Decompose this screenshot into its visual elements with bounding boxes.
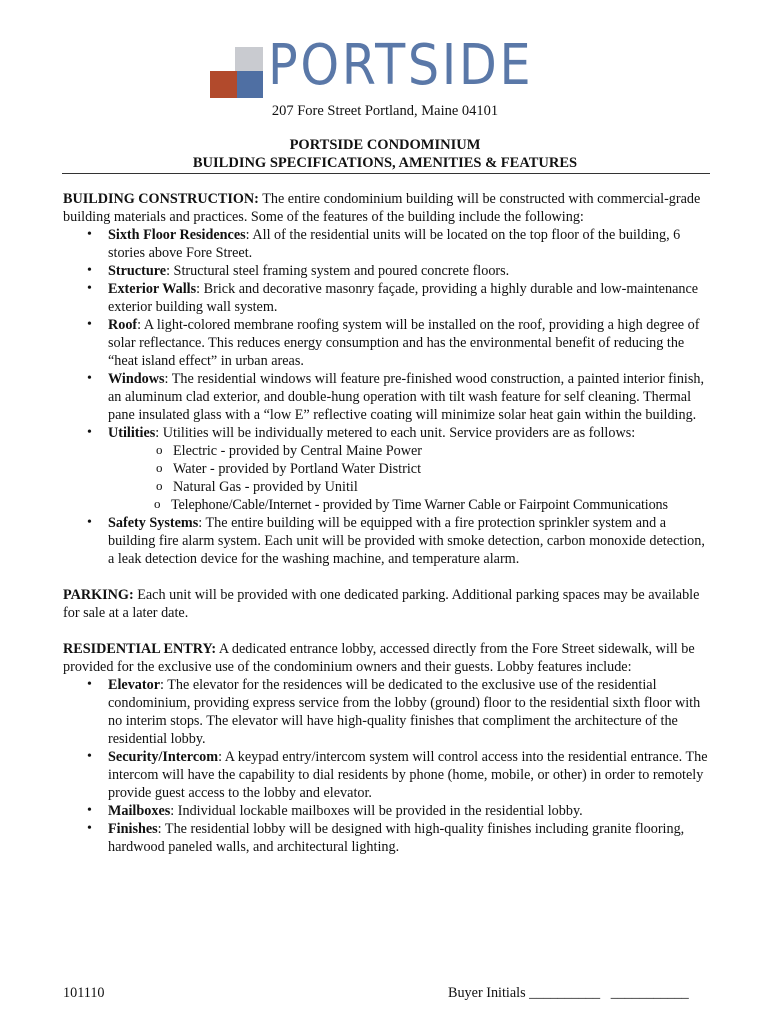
construction-intro (63, 190, 713, 226)
list-item (63, 514, 713, 568)
item-text: : The elevator for the residences will be dedicated to the exclusive use of the residential condominium, providing express service from the lobby (ground) floor to the residential sixth floor with no interim stops. The elevator will have high-quality finishes that compliment the architecture of the residential lobby. (108, 677, 701, 747)
entry-section (63, 640, 713, 856)
list-item (63, 226, 713, 262)
utility-item: o Electric - provided by Central Maine Power (108, 442, 713, 460)
item-term: Roof (108, 317, 138, 333)
item-text: : Individual lockable mailboxes will be provided in the residential lobby. (170, 803, 583, 819)
item-term: Security/Intercom (108, 749, 219, 765)
address: 207 Fore Street Portland, Maine 04101 (271, 103, 499, 119)
list-item (63, 262, 713, 280)
item-term: Mailboxes (108, 803, 171, 819)
list-item (63, 802, 713, 820)
construction-intro-text: The entire condominium building will be constructed with commercial-grade building materials and practices. Some of the features of the building include the following: (63, 191, 701, 225)
item-term: Finishes (108, 821, 158, 837)
logo-wordmark: PORTSIDE (268, 33, 534, 98)
list-item (63, 676, 713, 748)
item-term: Elevator (108, 677, 161, 693)
item-text: : Utilities will be individually metered to each unit. Service providers are as follows: (155, 425, 636, 441)
logo-square-rust (210, 71, 237, 98)
item-text: : Structural steel framing system and poured concrete floors. (166, 263, 510, 279)
parking-label: PARKING: (63, 587, 134, 603)
list-item (63, 424, 713, 514)
entry-intro-text: A dedicated entrance lobby, accessed directly from the Fore Street sidewalk, will be provided for the exclusive use of the condominium owners and their guests. Lobby features include: (63, 641, 695, 675)
utility-item: o Telephone/Cable/Internet - provided by Time Warner Cable or Fairpoint Communications (106, 496, 713, 514)
entry-intro (63, 640, 713, 676)
item-text: : The entire building will be equipped with a fire protection sprinkler system and a building fire alarm system. Each unit will be provided with smoke detection, carbon monoxide detection, a leak detection device for the washing machine, and temperature alarm. (108, 515, 705, 567)
item-text: : The residential windows will feature pre-finished wood construction, a painted interior finish, an aluminum clad exterior, and double-hung operation with tilt wash feature for self cleaning. Thermal pane insulated glass with a “low E” reflective coating will minimize solar heat gain within the building. (108, 371, 705, 423)
construction-section (63, 190, 713, 568)
document-code: 101110 (63, 985, 105, 1001)
portside-logo (210, 33, 570, 104)
item-term: Safety Systems (108, 515, 199, 531)
entry-label: RESIDENTIAL ENTRY: (63, 641, 217, 657)
utility-item: o Natural Gas - provided by Unitil (108, 478, 713, 496)
item-text: : A light-colored membrane roofing system will be installed on the roof, providing a high degree of solar reflectance. This reduces energy consumption and has the environmental benefit of reducing the “heat island effect” in urban areas. (108, 317, 700, 369)
list-item (63, 280, 713, 316)
logo-square-light (235, 47, 263, 73)
item-text: : Brick and decorative masonry façade, providing a highly durable and low-maintenance exterior building wall system. (108, 281, 699, 315)
item-text: : All of the residential units will be located on the top floor of the building, 6 stories above Fore Street. (108, 227, 681, 261)
construction-label: BUILDING CONSTRUCTION: (63, 191, 259, 207)
title-rule (62, 173, 710, 174)
parking-text: Each unit will be provided with one dedicated parking. Additional parking spaces may be available for sale at a later date. (63, 587, 700, 621)
buyer-initials: Buyer Initials __________ ___________ (448, 985, 689, 1001)
logo-square-blue (237, 71, 263, 98)
list-item (63, 370, 713, 424)
document-title: PORTSIDE CONDOMINIUM (289, 137, 481, 153)
item-term: Utilities (108, 425, 156, 441)
item-term: Structure (108, 263, 167, 279)
utility-item: o Water - provided by Portland Water District (108, 460, 713, 478)
construction-list (63, 226, 713, 568)
item-text: : The residential lobby will be designed with high-quality finishes including granite flooring, hardwood paneled walls, and architectural lighting. (108, 821, 685, 855)
list-item (63, 316, 713, 370)
item-term: Windows (108, 371, 165, 387)
list-item (63, 748, 713, 802)
entry-list (63, 676, 713, 856)
document-body (63, 190, 713, 874)
parking-section (63, 586, 713, 622)
item-text: : A keypad entry/intercom system will control access into the residential entrance. The intercom will have the capability to dial residents by phone (home, mobile, or other) in order to remotely provide guest access to the lobby and elevator. (108, 749, 708, 801)
parking-paragraph (63, 586, 713, 622)
item-term: Exterior Walls (108, 281, 197, 297)
document-subtitle: BUILDING SPECIFICATIONS, AMENITIES & FEATURES (192, 155, 578, 171)
list-item (63, 820, 713, 856)
utilities-list (108, 442, 713, 514)
item-term: Sixth Floor Residences (108, 227, 246, 243)
